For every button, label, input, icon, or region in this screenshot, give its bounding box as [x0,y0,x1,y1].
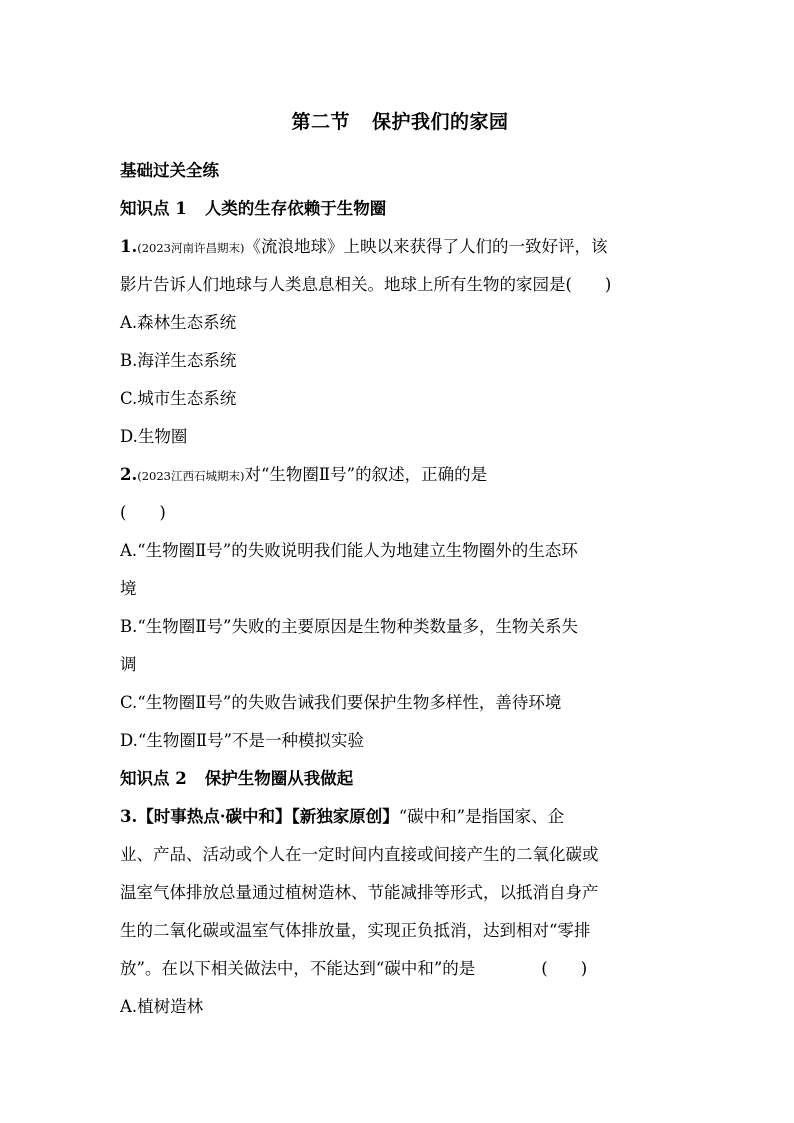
question-source: (2023河南许昌期末) [137,241,245,255]
question-line: 业、产品、活动或个人在一定时间内直接或间接产生的二氧化碳或 [120,845,599,864]
option-a: A.植树造林 [120,997,204,1016]
knowledge-point-label: 知识点 1 [120,199,187,218]
title-text: 保护我们的家园 [372,111,509,133]
question-number: 3. [120,807,138,826]
question-3 [120,798,680,1026]
question-1 [120,228,680,456]
option-a-continued: 境 [120,579,137,598]
question-number: 2. [120,465,138,484]
answer-bracket: ( ) [120,503,166,522]
question-text: 对“生物圈Ⅱ号”的叙述，正确的是 [244,465,488,484]
section-heading: 基础过关全练 [120,161,219,180]
option-c: C.“生物圈Ⅱ号”的失败告诫我们要保护生物多样性，善待环境 [120,693,562,712]
question-line [120,456,680,494]
option-d: D.生物圈 [120,427,188,446]
question-line: 放”。在以下相关做法中，不能达到“碳中和”的是 ( ) [120,959,588,978]
option-b-continued: 调 [120,655,137,674]
question-source: (2023江西石城期末) [137,469,245,483]
question-tag-hot-topic: 【时事热点·碳中和】 [137,807,292,826]
option-c: C.城市生态系统 [120,389,237,408]
option-d: D.“生物圈Ⅱ号”不是一种模拟实验 [120,731,364,750]
knowledge-point-2 [120,760,680,798]
option-a: A.森林生态系统 [120,313,237,332]
question-line: 影片告诉人们地球与人类息息相关。地球上所有生物的家园是( ) [120,275,612,294]
option-a: A.“生物圈Ⅱ号”的失败说明我们能人为地建立生物圈外的生态环 [120,541,578,560]
knowledge-point-text: 保护生物圈从我做起 [204,769,354,788]
question-number: 1. [120,237,138,256]
question-text: “碳中和”是指国家、企 [398,807,565,826]
document-content [120,102,680,1026]
question-tag-original: 【新独家原创】 [291,807,399,826]
option-b: B.海洋生态系统 [120,351,237,370]
question-line [120,228,680,266]
question-2 [120,456,680,760]
title-section-number: 第二节 [291,111,350,133]
page-title [120,102,680,142]
question-line: 生的二氧化碳或温室气体排放量，实现正负抵消，达到相对“零排 [120,921,591,940]
question-text: 《流浪地球》上映以来获得了人们的一致好评，该 [244,237,608,256]
question-line [120,798,680,836]
knowledge-point-text: 人类的生存依赖于生物圈 [204,199,387,218]
question-line: 温室气体排放总量通过植树造林、节能减排等形式，以抵消自身产 [120,883,599,902]
knowledge-point-1 [120,190,680,228]
knowledge-point-label: 知识点 2 [120,769,187,788]
option-b: B.“生物圈Ⅱ号”失败的主要原因是生物种类数量多，生物关系失 [120,617,578,636]
